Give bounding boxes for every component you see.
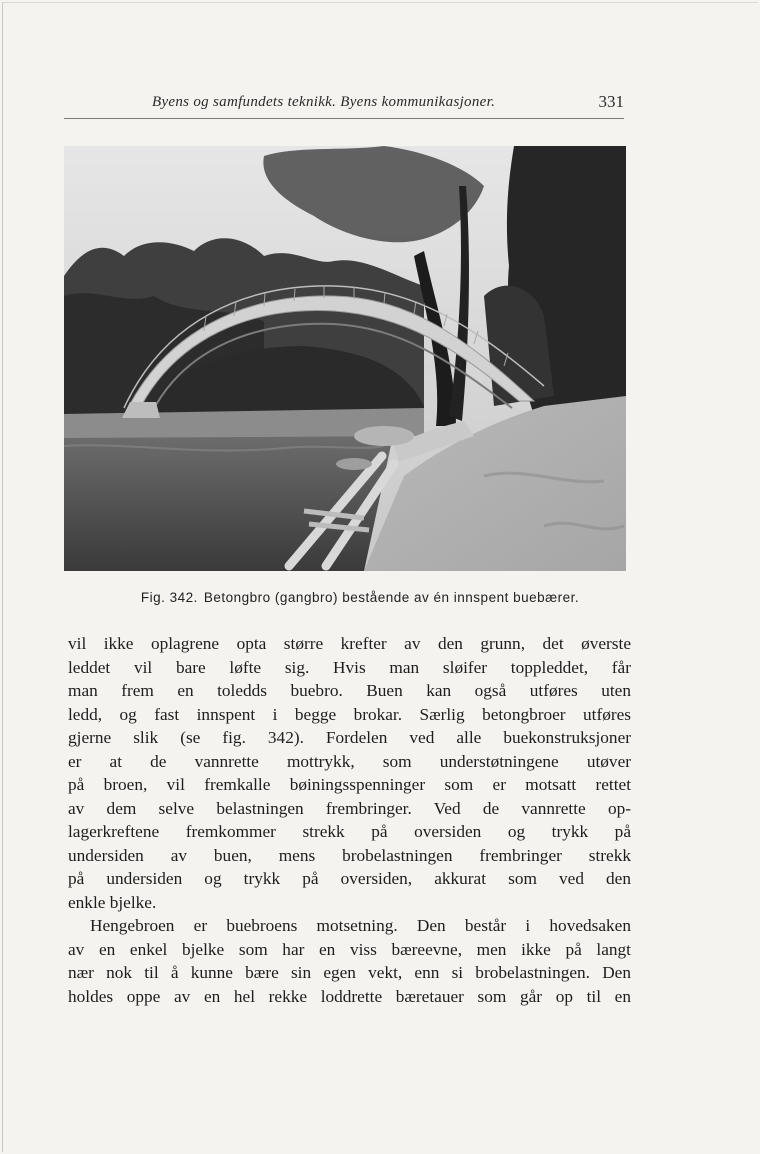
figure-caption-text: Betongbro (gangbro) bestående av én innspent buebærer. <box>203 590 580 605</box>
bridge-photograph <box>64 146 626 571</box>
text-line: undersiden av buen, mens brobelastningen frembringer strekk <box>68 845 631 865</box>
text-line: ledd, og fast innspent i begge brokar. Særlig betongbroer utføres <box>68 704 631 724</box>
text-line: nær nok til å kunne bære sin egen vekt, enn si brobelastningen. Den <box>68 963 631 982</box>
text-line: av en enkel bjelke som har en viss bæreevne, men ikke på langt <box>68 939 631 959</box>
text-line: lagerkreftene fremkommer strekk på oversiden og trykk på <box>68 822 631 841</box>
running-title: Byens og samfundets teknikk. Byens kommunikasjoner. <box>152 94 496 110</box>
text-line: enkle bjelke. <box>68 892 157 912</box>
page-number: 331 <box>598 92 624 111</box>
text-line: vil ikke oplagrene opta større krefter av den grunn, det øverste <box>68 634 631 653</box>
text-line: holdes oppe av en hel rekke loddrette bæretauer som går op til en <box>68 986 631 1006</box>
figure-label: Fig. 342. <box>140 590 198 605</box>
text-line: leddet vil bare løfte sig. Hvis man sløifer toppleddet, får <box>68 657 631 677</box>
text-line: av dem selve belastningen frembringer. Ved de vannrette op- <box>68 798 631 818</box>
text-line: er at de vannrette mottrykk, som understøtningene utøver <box>68 751 631 771</box>
body-text <box>68 632 631 1008</box>
text-line: Hengebroen er buebroens motsetning. Den består i hovedsaken <box>90 916 631 935</box>
text-line: man frem en toledds buebro. Buen kan også utføres uten <box>68 681 631 700</box>
text-line: gjerne slik (se fig. 342). Fordelen ved alle buekonstruksjoner <box>68 728 631 747</box>
running-head <box>64 92 624 119</box>
figure-caption <box>64 590 656 605</box>
text-line: på broen, vil fremkalle bøiningsspenninger som er motsatt rettet <box>68 775 631 794</box>
text-line: på undersiden og trykk på oversiden, akkurat som ved den <box>68 869 631 888</box>
